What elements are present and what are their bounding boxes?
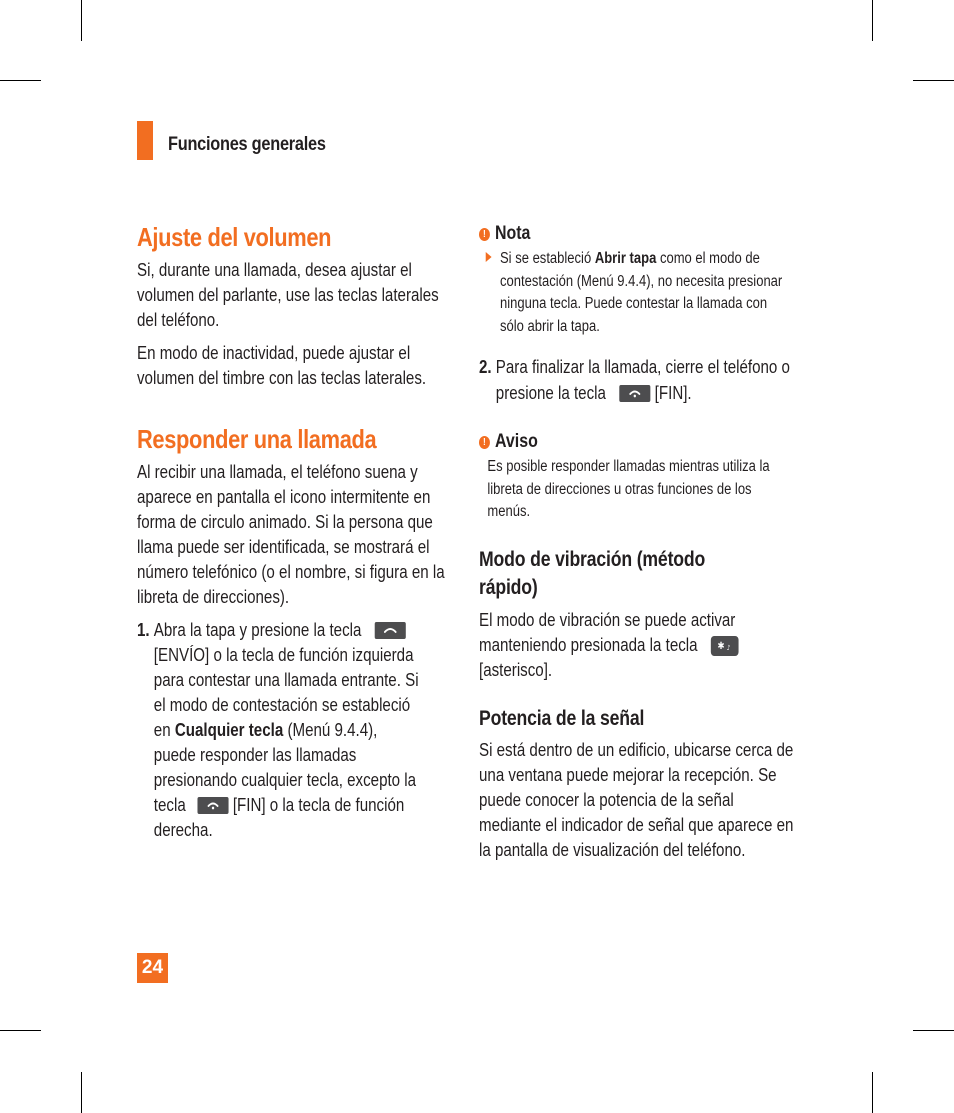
- svg-text:✱: ✱: [717, 639, 725, 652]
- section-title-signal: Potencia de la señal: [479, 706, 645, 730]
- send-key-icon: [375, 622, 406, 639]
- section-title-volume: Ajuste del volumen: [137, 222, 332, 252]
- step-number: 2.: [479, 357, 492, 377]
- step-1-text: Abra la tapa y presione la tecla [ENVÍO] o la tecla de función izquierda para contestar una llamada entrante. Si el modo de contestación se estableció en Cualquier tecla (Menú 9.4.4), puede responder las llamadas presionando cualquier tecla, excepto la tecla [FIN] o la tecla de función derecha.: [153, 620, 419, 840]
- header-accent-bar: [137, 121, 153, 160]
- note-text: Si se estableció Abrir tapa como el modo de contestación (Menú 9.4.4), no necesita presionar ninguna tecla. Puede contestar la llamada con sólo abrir la tapa.: [500, 250, 783, 335]
- step-2-text: Para finalizar la llamada, cierre el teléfono o presione la tecla [FIN].: [495, 357, 790, 403]
- left-column: [137, 222, 457, 843]
- end-key-icon: [198, 797, 229, 814]
- signal-paragraph: Si está dentro de un edificio, ubicarse cerca de una ventana puede mejorar la recepción. Se puede conocer la potencia de la señal mediante el indicador de señal que aparece en la pantalla de visualización del teléfono.: [479, 739, 794, 860]
- crop-mark: [0, 1030, 41, 1031]
- svg-text:♪: ♪: [726, 643, 731, 652]
- warning-text: Es posible responder llamadas mientras utiliza la libreta de direcciones u otras funciones de los menús.: [487, 458, 770, 520]
- section-title-answer: Responder una llamada: [137, 424, 377, 454]
- warning-icon: !: [479, 436, 490, 449]
- crop-mark: [81, 0, 82, 41]
- crop-mark: [913, 1030, 954, 1031]
- step-number: 1.: [137, 620, 150, 640]
- crop-mark: [81, 1072, 82, 1113]
- crop-mark: [872, 1072, 873, 1113]
- answer-paragraph: Al recibir una llamada, el teléfono suena y aparece en pantalla el icono intermitente en forma de circulo animado. Si la persona que llama puede ser identificada, se mostrará el número telefónico (o el nombre, si figura en la libreta de direcciones).: [137, 462, 445, 607]
- warning-heading: ! Aviso: [479, 430, 799, 454]
- note-item: [479, 248, 799, 338]
- section-title-vibration: Modo de vibración (método rápido): [479, 547, 706, 599]
- end-key-icon: [619, 385, 650, 402]
- crop-mark: [913, 80, 954, 81]
- step-1: [137, 618, 457, 843]
- note-heading: ! Nota: [479, 222, 799, 246]
- bullet-triangle-icon: [486, 252, 492, 262]
- right-column: [479, 222, 799, 863]
- volume-paragraph-2: En modo de inactividad, puede ajustar el volumen del timbre con las teclas laterales.: [137, 343, 427, 388]
- volume-paragraph-1: Si, durante una llamada, desea ajustar el volumen del parlante, use las teclas laterales del teléfono.: [137, 260, 439, 330]
- vibration-paragraph: El modo de vibración se puede activar manteniendo presionada la tecla ✱ ♪ [asterisco].: [479, 608, 765, 683]
- crop-mark: [0, 80, 41, 81]
- step-2: [479, 354, 799, 406]
- warning-icon: !: [479, 228, 490, 241]
- page-number: 24: [137, 953, 168, 983]
- crop-mark: [872, 0, 873, 41]
- chapter-title: Funciones generales: [168, 134, 326, 155]
- star-key-icon: [711, 636, 739, 656]
